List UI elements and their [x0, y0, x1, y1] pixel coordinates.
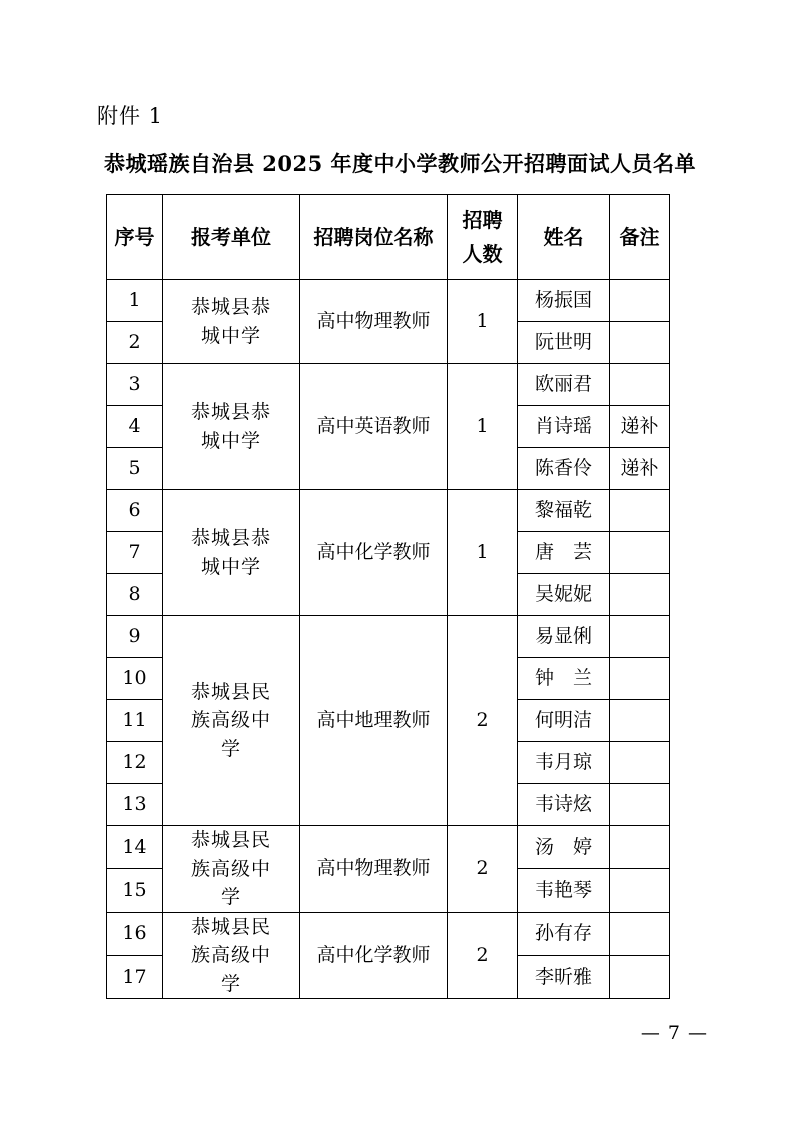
row-count: 2 — [448, 826, 518, 913]
row-seq: 16 — [107, 912, 163, 955]
unit-label: 恭城县恭城中学 — [190, 296, 271, 347]
row-note — [610, 826, 670, 869]
row-seq: 5 — [107, 448, 163, 490]
table-header-row — [107, 195, 670, 280]
row-unit — [163, 490, 300, 616]
row-note — [610, 912, 670, 955]
row-unit — [163, 826, 300, 913]
row-seq: 2 — [107, 322, 163, 364]
table-row — [107, 912, 670, 955]
row-count: 1 — [448, 364, 518, 490]
row-note: 递补 — [610, 448, 670, 490]
unit-label: 恭城县民族高级中学 — [190, 829, 271, 908]
row-note — [610, 574, 670, 616]
row-seq: 3 — [107, 364, 163, 406]
row-name: 汤 婷 — [518, 826, 610, 869]
unit-label: 恭城县恭城中学 — [190, 527, 271, 578]
row-name: 吴妮妮 — [518, 574, 610, 616]
row-name: 唐 芸 — [518, 532, 610, 574]
row-note — [610, 280, 670, 322]
row-seq: 12 — [107, 742, 163, 784]
row-unit — [163, 280, 300, 364]
header-count: 招聘人数 — [448, 195, 518, 280]
unit-label: 恭城县恭城中学 — [190, 401, 271, 452]
row-seq: 11 — [107, 700, 163, 742]
row-note — [610, 784, 670, 826]
row-note — [610, 700, 670, 742]
row-count: 1 — [448, 280, 518, 364]
row-unit — [163, 364, 300, 490]
row-unit — [163, 616, 300, 826]
row-note — [610, 616, 670, 658]
row-name: 黎福乾 — [518, 490, 610, 532]
row-name: 韦月琼 — [518, 742, 610, 784]
row-unit — [163, 912, 300, 999]
row-name: 易显俐 — [518, 616, 610, 658]
row-position: 高中化学教师 — [300, 490, 448, 616]
row-name: 杨振国 — [518, 280, 610, 322]
row-name: 韦诗炫 — [518, 784, 610, 826]
document-title: 恭城瑶族自治县 2025 年度中小学教师公开招聘面试人员名单 — [103, 151, 697, 176]
row-position: 高中化学教师 — [300, 912, 448, 999]
row-position: 高中物理教师 — [300, 280, 448, 364]
row-seq: 7 — [107, 532, 163, 574]
table-row — [107, 616, 670, 658]
row-position: 高中地理教师 — [300, 616, 448, 826]
row-note — [610, 658, 670, 700]
page-number: — 7 — — [640, 1022, 708, 1044]
row-name: 钟 兰 — [518, 658, 610, 700]
row-note — [610, 955, 670, 998]
row-count: 1 — [448, 490, 518, 616]
row-seq: 6 — [107, 490, 163, 532]
row-note — [610, 490, 670, 532]
attachment-label: 附件 1 — [97, 104, 164, 128]
table-body — [107, 280, 670, 999]
table-row — [107, 490, 670, 532]
row-note — [610, 364, 670, 406]
unit-label: 恭城县民族高级中学 — [190, 915, 271, 995]
row-name: 何明洁 — [518, 700, 610, 742]
row-note — [610, 742, 670, 784]
unit-label: 恭城县民族高级中学 — [190, 680, 271, 760]
row-name: 阮世明 — [518, 322, 610, 364]
row-seq: 8 — [107, 574, 163, 616]
header-unit: 报考单位 — [163, 195, 300, 280]
row-position: 高中英语教师 — [300, 364, 448, 490]
row-name: 李昕雅 — [518, 955, 610, 998]
header-name: 姓名 — [518, 195, 610, 280]
row-name: 肖诗瑶 — [518, 406, 610, 448]
row-note — [610, 322, 670, 364]
row-seq: 17 — [107, 955, 163, 998]
table-row — [107, 364, 670, 406]
row-seq: 15 — [107, 869, 163, 912]
row-count: 2 — [448, 912, 518, 999]
row-name: 陈香伶 — [518, 448, 610, 490]
row-seq: 1 — [107, 280, 163, 322]
header-position: 招聘岗位名称 — [300, 195, 448, 280]
row-position: 高中物理教师 — [300, 826, 448, 913]
row-note — [610, 869, 670, 912]
header-note: 备注 — [610, 195, 670, 280]
row-name: 孙有存 — [518, 912, 610, 955]
row-name: 欧丽君 — [518, 364, 610, 406]
table-row — [107, 280, 670, 322]
row-seq: 4 — [107, 406, 163, 448]
table-row — [107, 826, 670, 869]
row-count: 2 — [448, 616, 518, 826]
row-name: 韦艳琴 — [518, 869, 610, 912]
row-seq: 14 — [107, 826, 163, 869]
row-note — [610, 532, 670, 574]
row-seq: 10 — [107, 658, 163, 700]
row-seq: 13 — [107, 784, 163, 826]
interview-roster-table — [106, 194, 670, 999]
header-seq: 序号 — [107, 195, 163, 280]
row-note: 递补 — [610, 406, 670, 448]
row-seq: 9 — [107, 616, 163, 658]
